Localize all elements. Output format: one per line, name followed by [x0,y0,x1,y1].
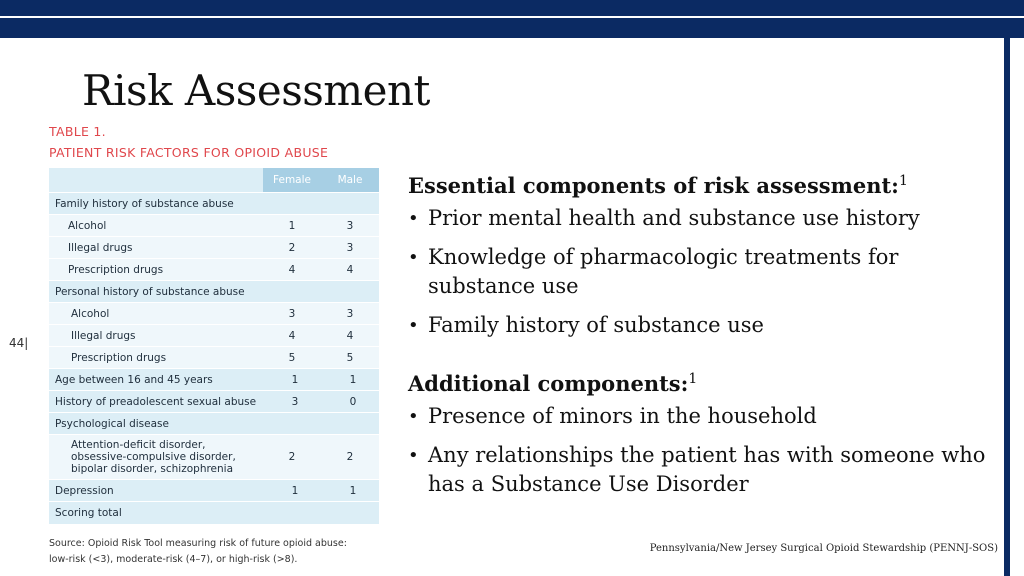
bullet-icon: • [408,315,419,336]
female-score [263,413,321,435]
male-score [321,193,379,215]
row-label-line: obsessive-compulsive disorder, [71,451,236,463]
table-row [49,193,379,215]
list-item [408,402,1008,431]
table-caption-number: TABLE 1. [49,124,106,139]
additional-components-heading [408,360,1008,398]
row-label: Age between 16 and 45 years [49,369,263,391]
row-label: Illegal drugs [49,325,263,347]
table-row [49,480,379,502]
male-score: 4 [321,325,379,347]
male-score: 3 [321,303,379,325]
male-score: 3 [321,215,379,237]
table-row [49,259,379,281]
row-label-line: bipolar disorder, schizophrenia [71,463,234,475]
right-edge-stripe [1012,38,1014,576]
female-score: 4 [263,259,321,281]
row-label: Depression [49,480,263,502]
list-item [408,204,1008,233]
top-banner [0,0,1024,38]
slide-title: Risk Assessment [82,66,430,115]
heading-text: Essential components of risk assessment: [408,173,899,198]
list-item [408,441,1008,499]
table-row [49,502,379,525]
bullet-text: Family history of substance use [428,313,764,337]
risk-assessment-content [408,162,1008,509]
bullet-text: Prior mental health and substance use history [428,206,920,230]
row-label: Prescription drugs [49,259,263,281]
male-score: 4 [321,259,379,281]
male-score: 0 [321,391,379,413]
section-spacer [408,350,1008,360]
table-caption-title: PATIENT RISK FACTORS FOR OPIOID ABUSE [49,145,329,160]
female-score: 3 [263,391,321,413]
bullet-icon: • [408,406,419,427]
column-header-male: Male [321,168,379,193]
reference-marker: 1 [898,173,908,189]
male-score: 2 [321,435,379,480]
female-score: 1 [263,215,321,237]
slide-number: 44| [9,336,29,350]
row-label-line: Attention-deficit disorder, [71,439,206,451]
top-banner-stripe [0,16,1024,18]
row-label: Prescription drugs [49,347,263,369]
female-score: 1 [263,480,321,502]
table-row [49,413,379,435]
female-score [263,193,321,215]
row-label: Personal history of substance abuse [49,281,263,303]
male-score: 1 [321,480,379,502]
female-score: 2 [263,435,321,480]
source-line: low-risk (<3), moderate-risk (4–7), or high-risk (>8). [49,554,298,565]
table-row [49,347,379,369]
female-score [263,502,321,525]
row-label: Alcohol [49,215,263,237]
male-score: 1 [321,369,379,391]
bullet-icon: • [408,208,419,229]
female-score: 1 [263,369,321,391]
male-score [321,413,379,435]
row-label [49,435,263,480]
bullet-text: Any relationships the patient has with someone who has a Substance Use Disorder [428,443,986,496]
table-row [49,369,379,391]
source-line: Source: Opioid Risk Tool measuring risk of future opioid abuse: [49,538,347,549]
male-score [321,281,379,303]
bullet-icon: • [408,445,419,466]
table-row [49,237,379,259]
male-score [321,502,379,525]
table-row [49,325,379,347]
essential-components-heading [408,162,1008,200]
female-score: 3 [263,303,321,325]
footer-credit: Pennsylvania/New Jersey Surgical Opioid Stewardship (PENNJ-SOS) [649,543,998,554]
table-source-note [49,536,347,568]
row-label: Scoring total [49,502,263,525]
row-label: Illegal drugs [49,237,263,259]
female-score: 5 [263,347,321,369]
female-score: 4 [263,325,321,347]
table-row [49,281,379,303]
risk-factor-table [49,168,379,524]
reference-marker: 1 [688,371,698,387]
table-row [49,391,379,413]
bullet-icon: • [408,247,419,268]
table-header-blank [49,168,263,193]
table-row [49,303,379,325]
table-row [49,215,379,237]
female-score [263,281,321,303]
male-score: 5 [321,347,379,369]
list-item [408,243,1008,301]
table-row [49,435,379,480]
row-label: History of preadolescent sexual abuse [49,391,263,413]
bullet-text: Presence of minors in the household [428,404,817,428]
row-label: Alcohol [49,303,263,325]
row-label: Family history of substance abuse [49,193,263,215]
list-item [408,311,1008,340]
bullet-text: Knowledge of pharmacologic treatments for substance use [428,245,899,298]
row-label: Psychological disease [49,413,263,435]
male-score: 3 [321,237,379,259]
table-caption [49,121,328,163]
table-header-row [49,168,379,193]
column-header-female: Female [263,168,321,193]
heading-text: Additional components: [408,371,689,396]
female-score: 2 [263,237,321,259]
